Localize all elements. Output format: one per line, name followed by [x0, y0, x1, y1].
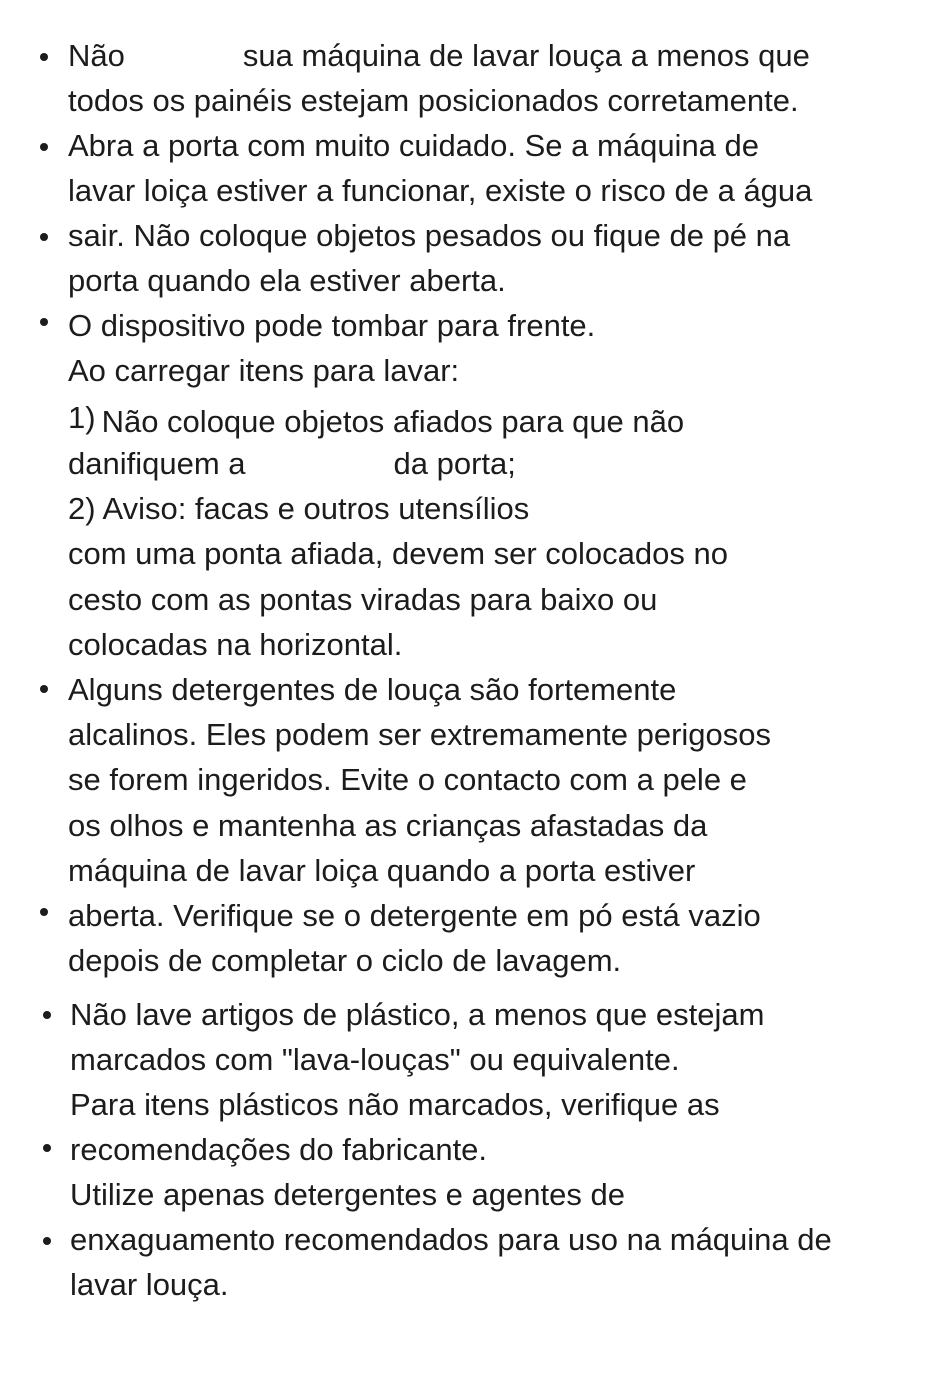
bullet-1	[40, 53, 48, 61]
text-line: Não lave artigos de plástico, a menos que estejam	[70, 997, 765, 1032]
text-line: se forem ingeridos. Evite o contacto com a pele e	[68, 762, 747, 797]
bullet-5	[40, 685, 48, 693]
bullet-6	[40, 908, 48, 916]
text-line: Utilize apenas detergentes e agentes de	[70, 1177, 625, 1212]
text-line: colocadas na horizontal.	[68, 627, 403, 662]
text-line: máquina de lavar loiça quando a porta estiver	[68, 853, 696, 888]
text-line: marcados com "lava-louças" ou equivalente.	[70, 1042, 680, 1077]
text-line: lavar louça.	[70, 1267, 229, 1302]
text-line: porta quando ela estiver aberta.	[68, 263, 506, 298]
text-line: Abra a porta com muito cuidado. Se a máquina de	[68, 128, 760, 163]
bullet-2	[40, 143, 48, 151]
bullet-4	[40, 318, 48, 326]
text-line: depois de completar o ciclo de lavagem.	[68, 943, 622, 978]
bullet-8	[43, 1144, 51, 1152]
text-fragment: da porta;	[393, 446, 516, 481]
text-line	[68, 400, 685, 440]
text-line: os olhos e mantenha as crianças afastadas da	[68, 808, 708, 843]
bullet-3	[40, 233, 48, 241]
text-line: O dispositivo pode tombar para frente.	[68, 308, 596, 343]
list-number: 1)	[68, 400, 96, 435]
text-line: Alguns detergentes de louça são fortemente	[68, 672, 677, 707]
text-line	[68, 38, 810, 74]
text-line: sair. Não coloque objetos pesados ou fique de pé na	[68, 218, 791, 253]
text-line	[68, 446, 516, 482]
text-line: recomendações do fabricante.	[70, 1132, 488, 1167]
text-line: Ao carregar itens para lavar:	[68, 353, 460, 388]
text-line: com uma ponta afiada, devem ser colocados no	[68, 536, 728, 571]
text-fragment: danifiquem a	[68, 446, 246, 481]
text-fragment: Não coloque objetos afiados para que não	[101, 404, 685, 439]
text-line: Para itens plásticos não marcados, verifique as	[70, 1087, 720, 1122]
text-line: lavar loiça estiver a funcionar, existe o risco de a água	[68, 173, 813, 208]
text-line: cesto com as pontas viradas para baixo ou	[68, 582, 658, 617]
bullet-7	[43, 1011, 51, 1019]
text-fragment: Não	[68, 38, 125, 73]
text-line: 2) Aviso: facas e outros utensílios	[68, 491, 530, 526]
bullet-9	[43, 1237, 51, 1245]
text-line: alcalinos. Eles podem ser extremamente perigosos	[68, 717, 772, 752]
text-line: aberta. Verifique se o detergente em pó está vazio	[68, 898, 761, 933]
text-line: enxaguamento recomendados para uso na máquina de	[70, 1222, 832, 1257]
text-line: todos os painéis estejam posicionados corretamente.	[68, 83, 799, 118]
text-fragment: sua máquina de lavar louça a menos que	[242, 38, 810, 73]
